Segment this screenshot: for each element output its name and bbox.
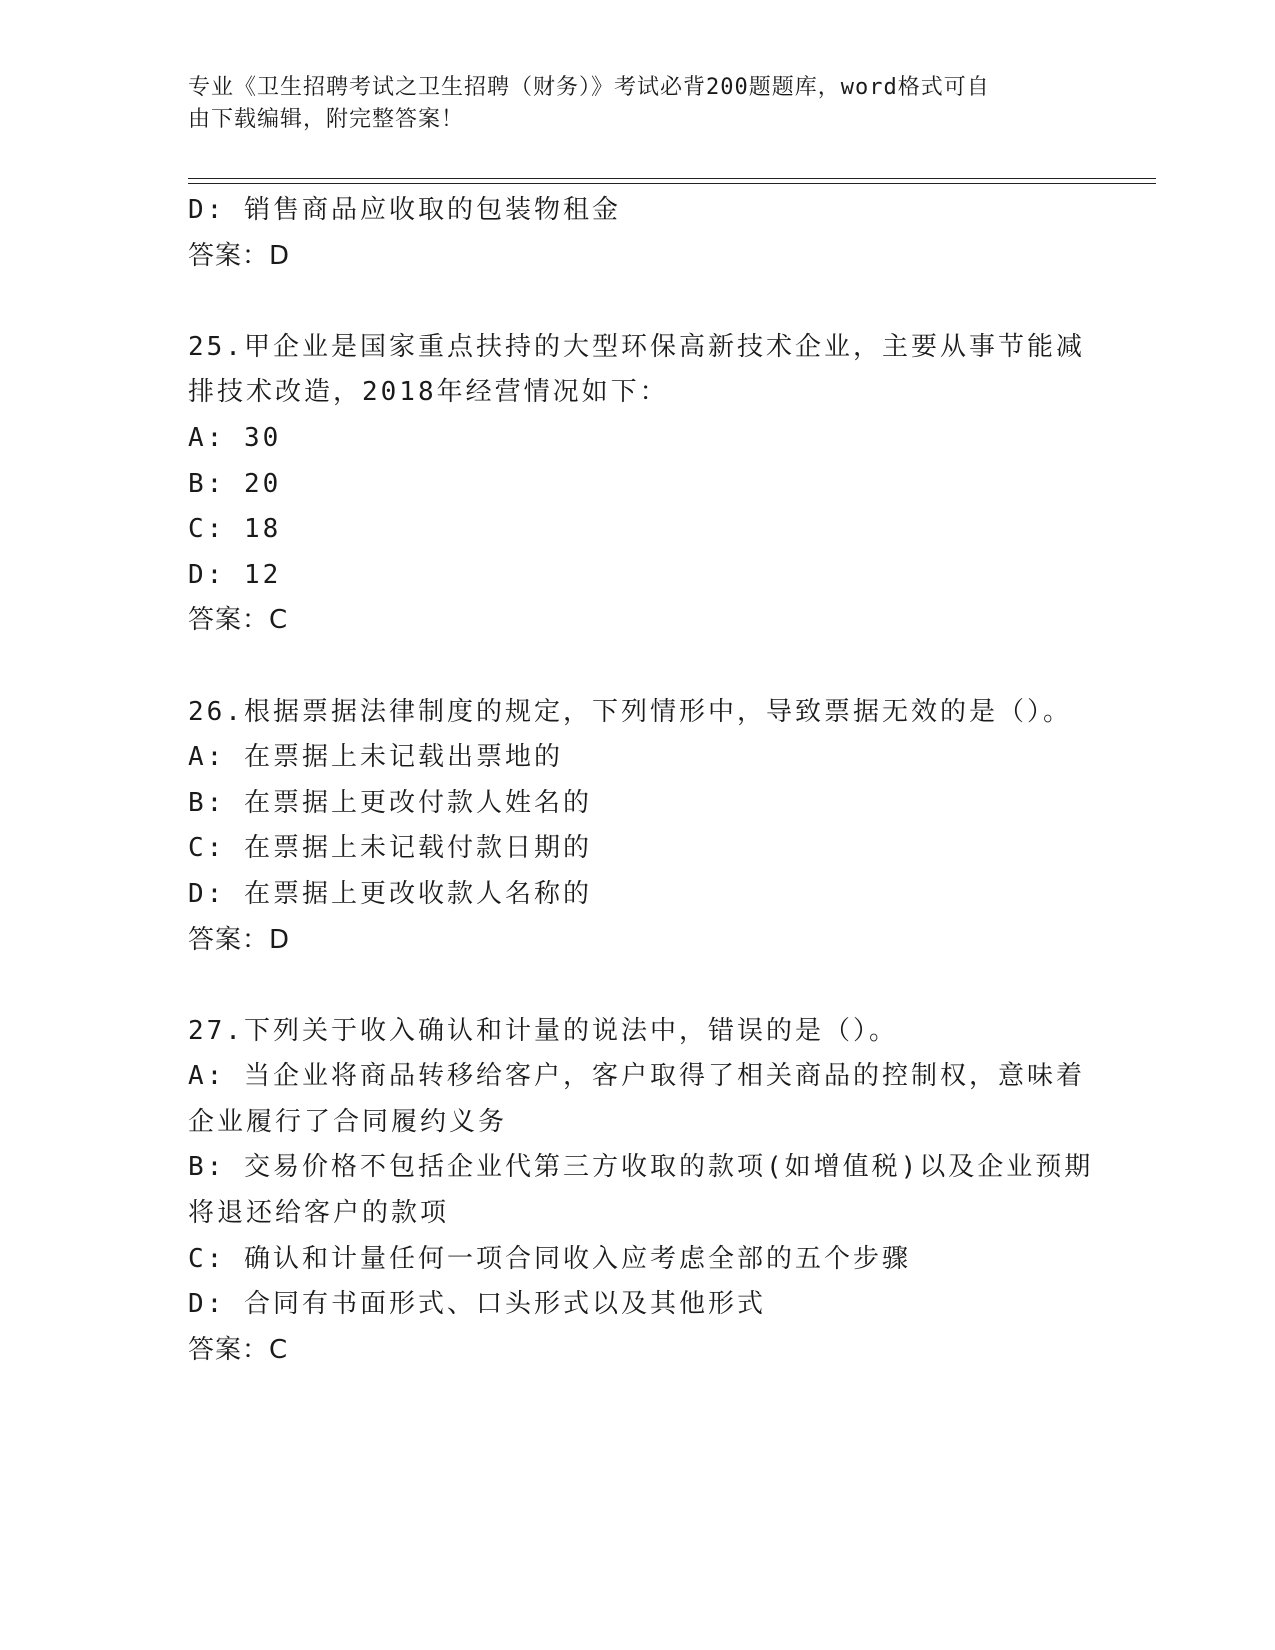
question-stem: 25.甲企业是国家重点扶持的大型环保高新技术企业，主要从事节能减 <box>188 331 1085 362</box>
question-24-fragment <box>188 188 1088 279</box>
spacer <box>188 644 1088 690</box>
option-b-continued: 将退还给客户的款项 <box>188 1198 450 1229</box>
header-rule-top <box>188 178 1156 179</box>
header-line-1: 专业《卫生招聘考试之卫生招聘（财务）》考试必背200题题库，word格式可自 <box>188 75 990 100</box>
option-d: D: 在票据上更改收款人名称的 <box>188 878 592 909</box>
option-d: D: 合同有书面形式、口头形式以及其他形式 <box>188 1289 766 1320</box>
question-stem-continued: 排技术改造，2018年经营情况如下： <box>188 377 669 408</box>
answer: 答案：C <box>188 1334 289 1365</box>
answer: 答案：C <box>188 605 289 636</box>
header-line-2: 由下载编辑，附完整答案！ <box>188 107 465 132</box>
question-stem: 26.根据票据法律制度的规定，下列情形中，导致票据无效的是（）。 <box>188 696 1072 727</box>
question-27 <box>188 1009 1094 1374</box>
question-stem: 27.下列关于收入确认和计量的说法中，错误的是（）。 <box>188 1015 898 1046</box>
question-26 <box>188 690 1088 964</box>
option-b: B: 20 <box>188 468 282 499</box>
option-c: C: 确认和计量任何一项合同收入应考虑全部的五个步骤 <box>188 1243 911 1274</box>
option-c: C: 在票据上未记载付款日期的 <box>188 833 592 864</box>
option-a: A: 在票据上未记载出票地的 <box>188 742 563 773</box>
spacer <box>188 963 1088 1009</box>
option-b: B: 在票据上更改付款人姓名的 <box>188 787 592 818</box>
answer: 答案：D <box>188 240 291 271</box>
option-d: D: 销售商品应收取的包装物租金 <box>188 195 621 225</box>
answer: 答案：D <box>188 924 291 955</box>
question-list <box>188 188 1094 1373</box>
option-a-continued: 企业履行了合同履约义务 <box>188 1106 508 1137</box>
header-rule-bottom <box>188 183 1156 184</box>
option-c: C: 18 <box>188 514 282 545</box>
option-b: B: 交易价格不包括企业代第三方收取的款项(如增值税)以及企业预期 <box>188 1152 1094 1183</box>
option-d: D: 12 <box>188 559 282 590</box>
option-a: A: 30 <box>188 422 282 453</box>
document-header <box>188 72 1068 136</box>
question-25 <box>188 325 1088 644</box>
option-a: A: 当企业将商品转移给客户，客户取得了相关商品的控制权，意味着 <box>188 1061 1085 1092</box>
spacer <box>188 279 1088 325</box>
